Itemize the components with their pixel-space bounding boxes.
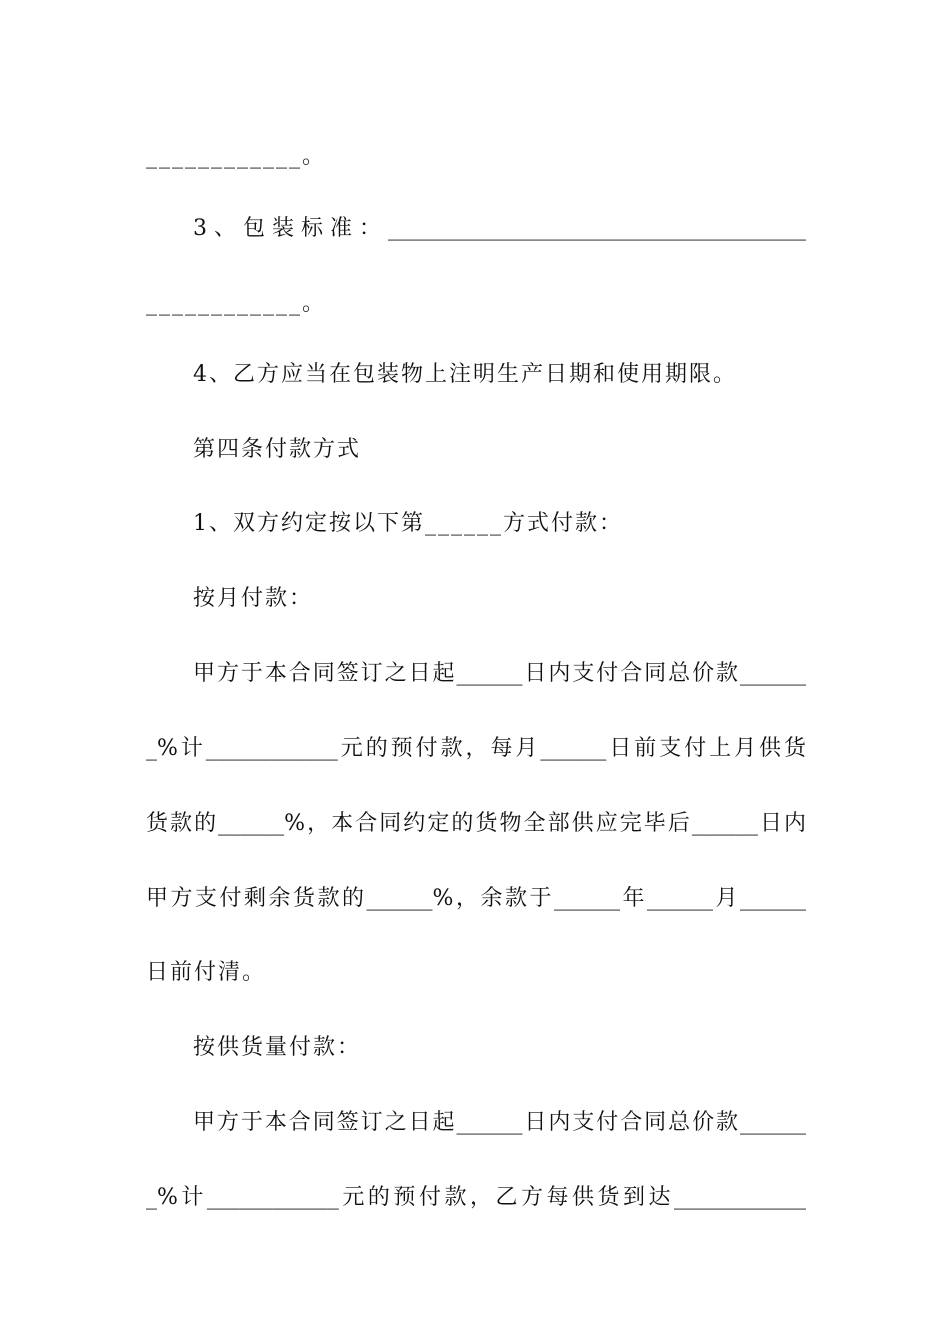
text-line-11: 甲方支付剩余货款的______%，余款于______年______月______ bbox=[146, 886, 806, 911]
text-line-3: ____________。 bbox=[146, 291, 327, 316]
text-line-14: 甲方于本合同签订之日起______日内支付合同总价款______ bbox=[193, 1110, 806, 1135]
subheading-by-volume: 按供货量付款： bbox=[193, 1035, 362, 1060]
text-line-8: 甲方于本合同签订之日起______日内支付合同总价款______ bbox=[193, 661, 806, 686]
text-line-9: _%计____________元的预付款，每月______日前支付上月供货 bbox=[146, 736, 806, 761]
text-line-12: 日前付清。 bbox=[146, 960, 267, 985]
section-heading: 第四条付款方式 bbox=[193, 437, 362, 462]
text-line-6: 1、双方约定按以下第______方式付款： bbox=[193, 511, 623, 536]
text-line-15: _%计____________元的预付款，乙方每供货到达____________ bbox=[146, 1185, 806, 1210]
text-line-4: 4、乙方应当在包装物上注明生产日期和使用期限。 bbox=[193, 362, 737, 387]
text-line-1: ____________。 bbox=[146, 144, 327, 169]
text-line-2: 3、包装标准：______________________________________ bbox=[193, 216, 806, 241]
text-line-10: 货款的______%，本合同约定的货物全部供应完毕后______日内 bbox=[146, 811, 806, 836]
subheading-monthly: 按月付款： bbox=[193, 586, 314, 611]
